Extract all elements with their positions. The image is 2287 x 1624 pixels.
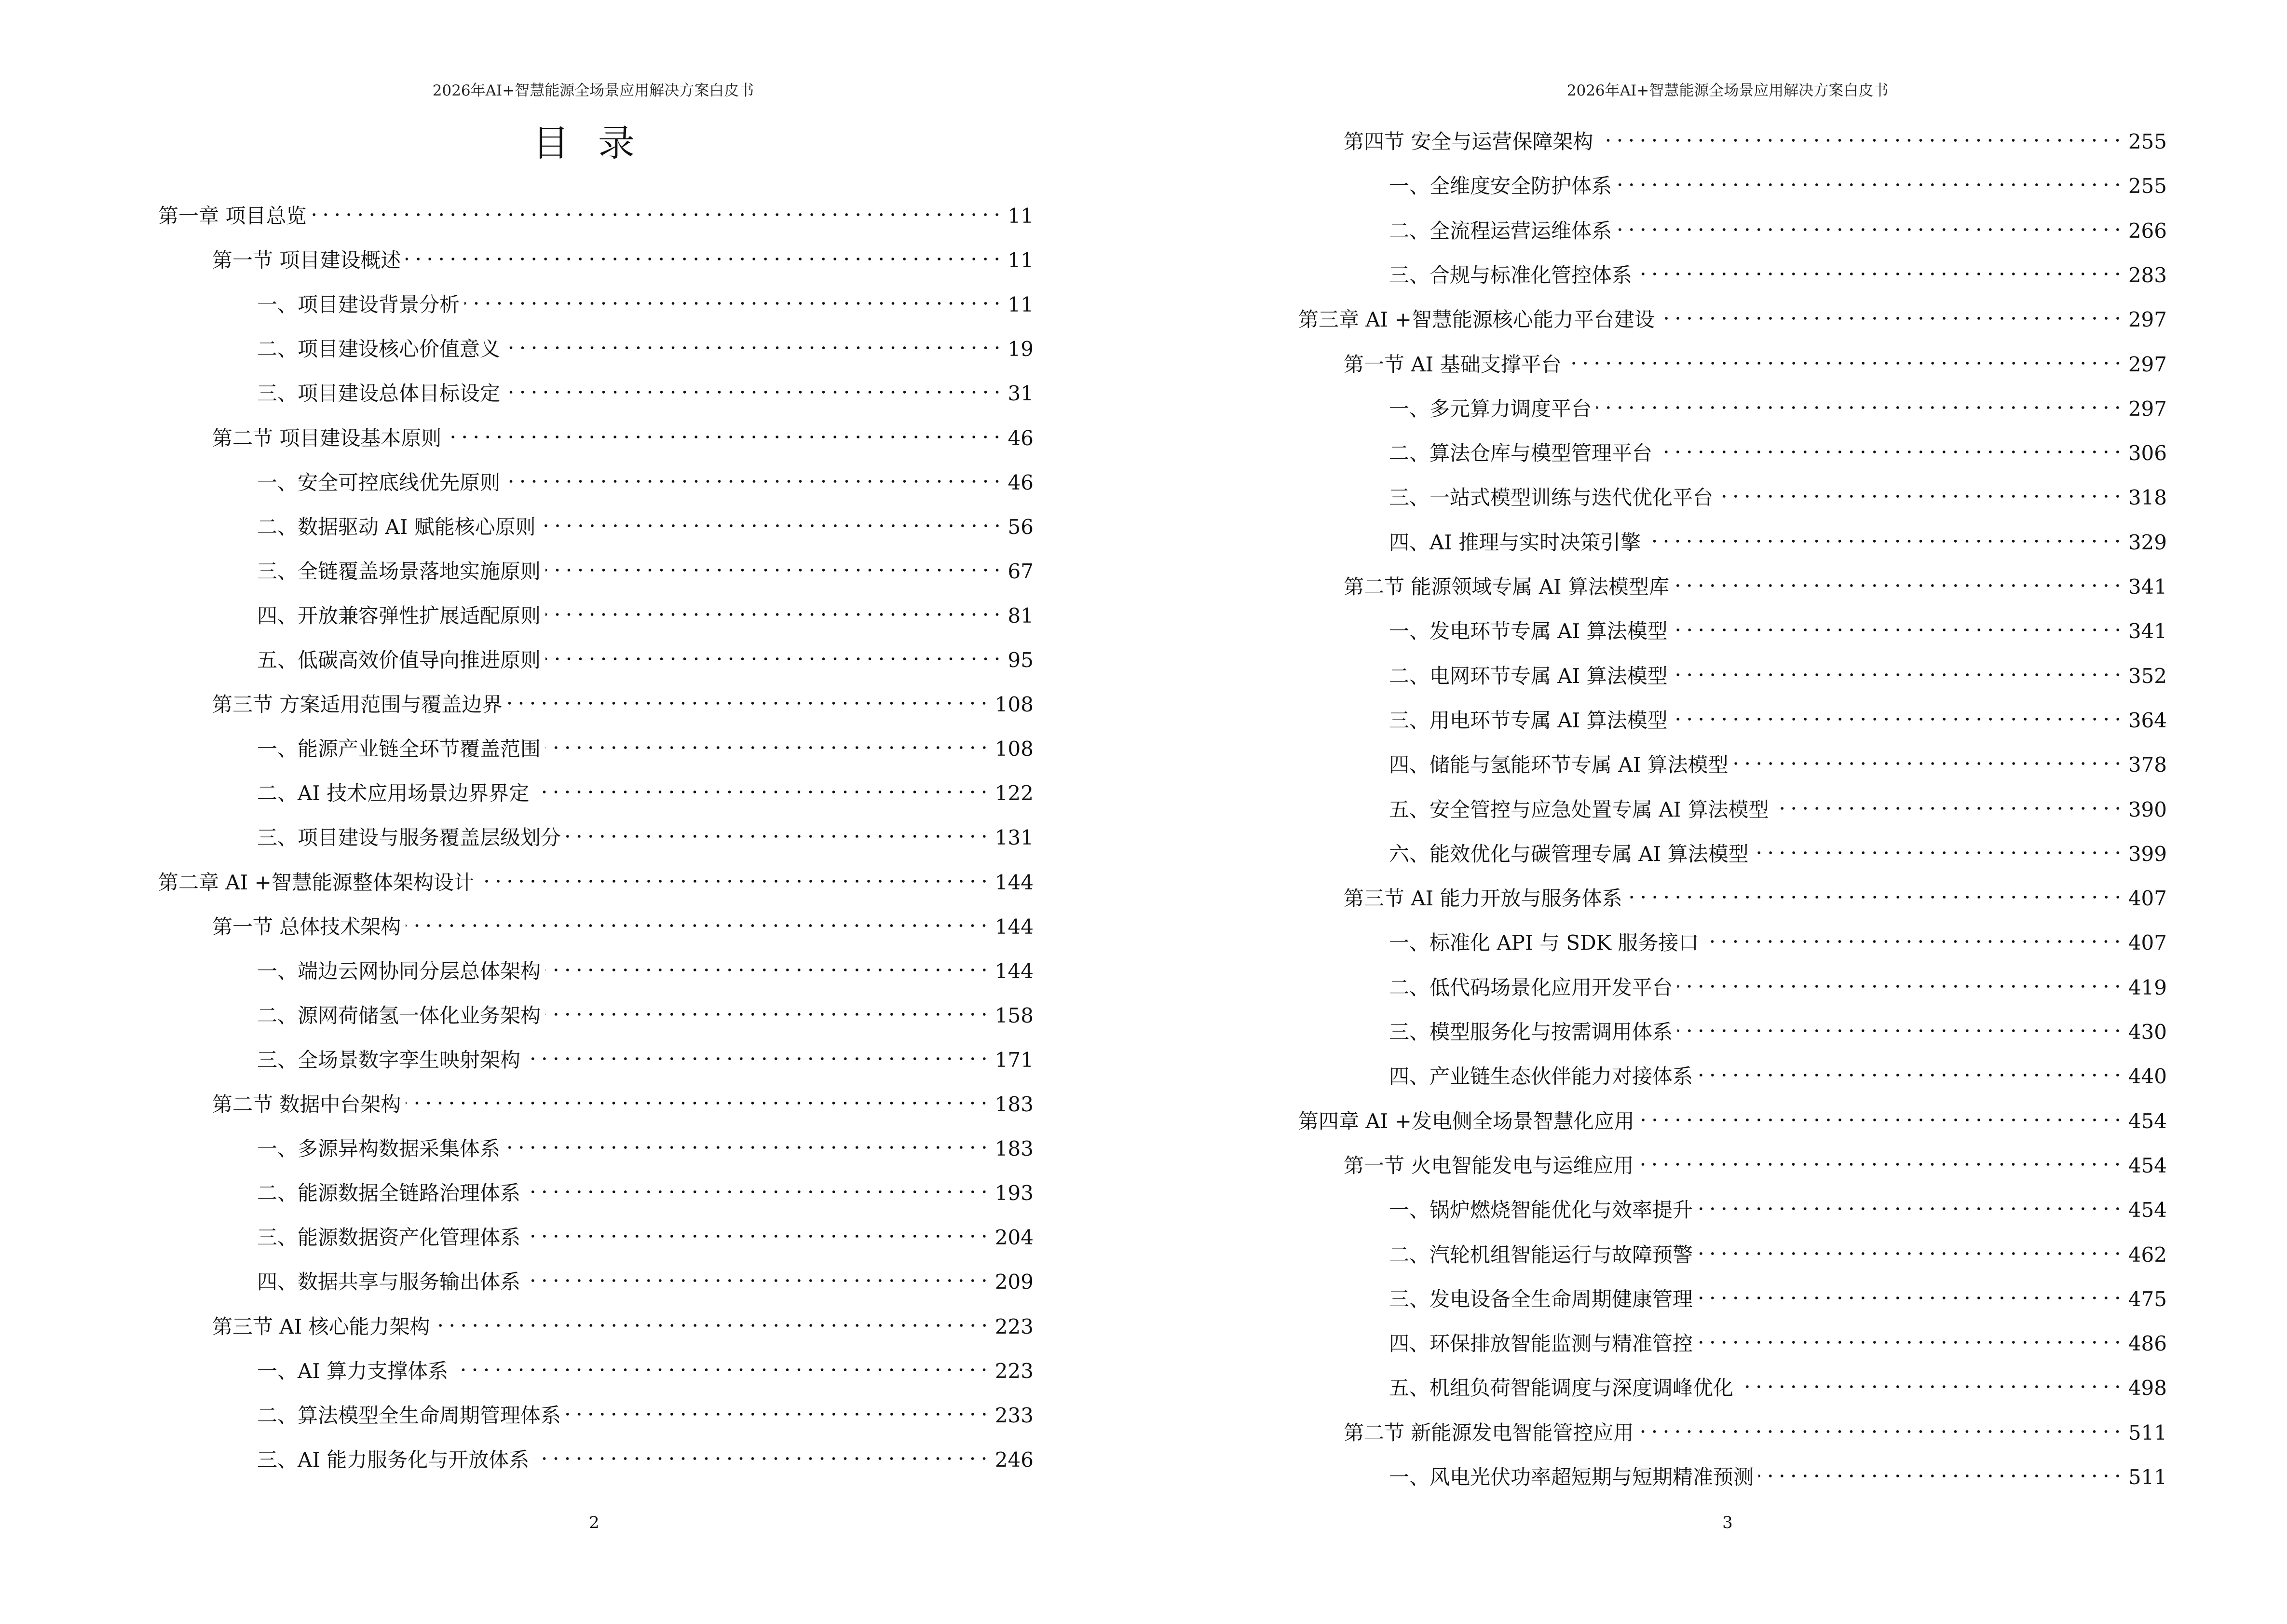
toc-subsection-entry[interactable]	[1389, 387, 2167, 421]
dot-leader	[1698, 1277, 2124, 1306]
dot-leader	[505, 1127, 990, 1156]
toc-entry-label: 三、项目建设与服务覆盖层级划分	[257, 826, 561, 850]
toc-subsection-entry[interactable]	[1389, 654, 2167, 688]
toc-entry-label: 第一节 总体技术架构	[212, 914, 401, 939]
toc-subsection-entry[interactable]	[257, 327, 1034, 361]
toc-entry-page-number: 419	[2128, 975, 2167, 999]
toc-subsection-entry[interactable]	[257, 816, 1034, 850]
toc-entry-label: 二、算法仓库与模型管理平台	[1389, 441, 1653, 465]
dot-leader	[446, 416, 1003, 445]
toc-entry-page-number: 246	[994, 1447, 1034, 1472]
dot-leader	[1673, 654, 2124, 683]
toc-entry-page-number: 297	[2128, 352, 2167, 376]
toc-entry-label: 四、开放兼容弹性扩展适配原则	[257, 603, 541, 628]
dot-leader	[541, 505, 1003, 534]
toc-entry-page-number: 364	[2128, 708, 2167, 732]
toc-subsection-entry[interactable]	[1389, 1188, 2167, 1222]
toc-subsection-entry[interactable]	[257, 1215, 1034, 1250]
toc-subsection-entry[interactable]	[257, 1349, 1034, 1383]
toc-entry-label: 第一节 项目建设概述	[212, 248, 401, 273]
toc-entry-page-number: 81	[1007, 603, 1034, 628]
page-number: 2	[589, 1513, 599, 1532]
toc-entry-page-number: 19	[1007, 337, 1034, 361]
toc-entry-label: 第一节 AI 基础支撑平台	[1344, 352, 1562, 376]
toc-entry-label: 五、低碳高效价值导向推进原则	[257, 648, 541, 672]
toc-subsection-entry[interactable]	[1389, 1455, 2167, 1489]
dot-leader	[545, 727, 990, 756]
toc-entry-page-number: 454	[2128, 1198, 2167, 1222]
dot-leader	[1637, 253, 2124, 282]
toc-subsection-entry[interactable]	[257, 949, 1034, 983]
dot-leader	[406, 1082, 990, 1111]
toc-entry-page-number: 486	[2128, 1332, 2167, 1356]
toc-subsection-entry[interactable]	[1389, 1322, 2167, 1356]
toc-entry-label: 二、AI 技术应用场景边界界定	[257, 781, 530, 805]
toc-subsection-entry[interactable]	[1389, 164, 2167, 198]
page-number: 3	[1722, 1513, 1733, 1532]
toc-entry-label: 第三章 AI +智慧能源核心能力平台建设	[1298, 308, 1655, 332]
toc-entry-page-number: 56	[1007, 515, 1034, 539]
dot-leader	[545, 594, 1003, 623]
toc-subsection-entry[interactable]	[257, 461, 1034, 494]
dot-leader	[435, 1305, 990, 1334]
toc-subsection-entry[interactable]	[1389, 1277, 2167, 1311]
dot-leader	[534, 771, 990, 800]
toc-entry-label: 一、标准化 API 与 SDK 服务接口	[1389, 931, 1699, 955]
toc-entry-label: 一、能源产业链全环节覆盖范围	[257, 737, 541, 761]
toc-subsection-entry[interactable]	[257, 1127, 1034, 1161]
toc-entry-page-number: 46	[1007, 426, 1034, 450]
toc-entry-label: 第一节 火电智能发电与运维应用	[1344, 1153, 1634, 1177]
toc-entry-page-number: 255	[2128, 174, 2167, 198]
toc-entry-label: 三、用电环节专属 AI 算法模型	[1389, 708, 1668, 732]
toc-subsection-entry[interactable]	[257, 1260, 1034, 1294]
toc-entry-page-number: 144	[994, 870, 1034, 894]
dot-leader	[545, 549, 1003, 578]
toc-entry-page-number: 352	[2128, 664, 2167, 688]
toc-entry-page-number: 171	[994, 1048, 1034, 1072]
toc-entry-label: 四、储能与氢能环节专属 AI 算法模型	[1389, 753, 1729, 777]
toc-entry-label: 一、多元算力调度平台	[1389, 396, 1592, 421]
toc-chapter-entry[interactable]	[1298, 298, 2167, 332]
dot-leader	[1660, 298, 2124, 327]
toc-entry-page-number: 131	[994, 826, 1034, 850]
toc-entry-page-number: 223	[994, 1359, 1034, 1383]
toc-entry-label: 第四节 安全与运营保障架构	[1344, 130, 1593, 153]
toc-section-entry[interactable]	[1344, 565, 2167, 599]
toc-subsection-entry[interactable]	[1389, 609, 2167, 643]
dot-leader	[1617, 209, 2124, 238]
toc-entry-page-number: 46	[1007, 470, 1034, 494]
toc-entry-label: 二、电网环节专属 AI 算法模型	[1389, 664, 1668, 688]
dot-leader	[1639, 1099, 2124, 1128]
toc-section-entry[interactable]	[1344, 342, 2167, 376]
toc-section-entry[interactable]	[212, 1082, 1034, 1116]
toc-section-entry[interactable]	[212, 416, 1034, 450]
toc-entry-page-number: 11	[1007, 293, 1034, 317]
dot-leader	[566, 1393, 990, 1422]
toc-section-entry[interactable]	[212, 905, 1034, 939]
toc-entry-label: 三、全场景数字孪生映射架构	[257, 1048, 521, 1072]
toc-entry-label: 一、安全可控底线优先原则	[257, 470, 501, 494]
toc-entry-label: 一、全维度安全防护体系	[1389, 174, 1612, 198]
toc-entry-page-number: 378	[2128, 753, 2167, 777]
dot-leader	[505, 327, 1003, 356]
dot-leader	[525, 1171, 990, 1200]
toc-subsection-entry[interactable]	[257, 994, 1034, 1027]
toc-entry-page-number: 407	[2128, 887, 2167, 911]
toc-subsection-entry[interactable]	[1389, 520, 2167, 554]
toc-subsection-entry[interactable]	[1389, 743, 2167, 777]
dot-leader	[505, 371, 1003, 400]
toc-subsection-entry[interactable]	[1389, 698, 2167, 732]
toc-entry-label: 三、模型服务化与按需调用体系	[1389, 1020, 1673, 1044]
toc-entry-page-number: 454	[2128, 1153, 2167, 1177]
dot-leader	[1646, 520, 2124, 549]
dot-leader	[525, 1260, 990, 1289]
dot-leader	[1566, 342, 2124, 371]
toc-entry-label: 一、锅炉燃烧智能优化与效率提升	[1389, 1198, 1693, 1222]
toc-entry-page-number: 158	[994, 1003, 1034, 1027]
toc-section-entry[interactable]	[1344, 1144, 2167, 1177]
toc-entry-label: 三、一站式模型训练与迭代优化平台	[1389, 486, 1714, 510]
toc-entry-page-number: 440	[2128, 1064, 2167, 1089]
running-header: 2026年AI+智慧能源全场景应用解决方案白皮书	[1566, 82, 1889, 99]
toc-entry-page-number: 297	[2128, 308, 2167, 332]
toc-entry-page-number: 407	[2128, 931, 2167, 955]
toc-subsection-entry[interactable]	[257, 727, 1034, 761]
dot-leader	[1596, 387, 2124, 416]
toc-subsection-entry[interactable]	[1389, 476, 2167, 510]
dot-leader	[1673, 609, 2124, 638]
toc-chapter-entry[interactable]	[158, 860, 1034, 894]
toc-entry-page-number: 266	[2128, 218, 2167, 243]
toc-entry-label: 二、数据驱动 AI 赋能核心原则	[257, 515, 536, 539]
dot-leader	[406, 905, 990, 934]
toc-entry-label: 四、AI 推理与实时决策引擎	[1389, 530, 1641, 554]
toc-entry-label: 五、机组负荷智能调度与深度调峰优化	[1389, 1376, 1734, 1400]
toc-entry-page-number: 255	[2128, 130, 2167, 153]
toc-subsection-entry[interactable]	[257, 771, 1034, 805]
toc-section-entry[interactable]	[212, 1305, 1034, 1338]
dot-leader	[1774, 788, 2124, 817]
toc-entry-label: 四、环保排放智能监测与精准管控	[1389, 1332, 1693, 1356]
toc-entry-label: 第二节 数据中台架构	[212, 1092, 401, 1116]
dot-leader	[505, 461, 1003, 490]
toc-chapter-entry[interactable]	[158, 194, 1034, 228]
toc-entry-label: 第三节 AI 能力开放与服务体系	[1344, 887, 1622, 911]
toc-entry-page-number: 193	[994, 1181, 1034, 1205]
toc-title: 目录	[532, 122, 664, 164]
dot-leader	[1657, 431, 2124, 460]
toc-subsection-entry[interactable]	[257, 638, 1034, 672]
toc-entry-label: 二、低代码场景化应用开发平台	[1389, 975, 1673, 999]
toc-entry-label: 一、AI 算力支撑体系	[257, 1359, 449, 1383]
toc-entry-page-number: 204	[994, 1226, 1034, 1250]
toc-subsection-entry[interactable]	[1389, 966, 2167, 999]
toc-subsection-entry[interactable]	[1389, 1366, 2167, 1400]
toc-section-entry[interactable]	[1344, 876, 2167, 911]
toc-subsection-entry[interactable]	[257, 1171, 1034, 1205]
toc-entry-page-number: 144	[994, 914, 1034, 939]
toc-entry-page-number: 31	[1007, 382, 1034, 406]
toc-entry-label: 第三节 AI 核心能力架构	[212, 1314, 430, 1338]
toc-entry-label: 四、数据共享与服务输出体系	[257, 1270, 521, 1294]
toc-chapter-entry[interactable]	[1298, 1099, 2167, 1133]
dot-leader	[1673, 698, 2124, 727]
toc-entry-page-number: 122	[994, 781, 1034, 805]
toc-entry-page-number: 329	[2128, 530, 2167, 554]
dot-leader	[1758, 1455, 2124, 1484]
toc-entry-label: 一、端边云网协同分层总体架构	[257, 959, 541, 983]
dot-leader	[525, 1215, 990, 1244]
toc-entry-label: 第四章 AI +发电侧全场景智慧化应用	[1298, 1109, 1634, 1133]
toc-entry-label: 一、多源异构数据采集体系	[257, 1137, 501, 1161]
toc-entry-page-number: 297	[2128, 396, 2167, 421]
toc-entry-label: 第二章 AI +智慧能源整体架构设计	[158, 870, 474, 894]
dot-leader	[1638, 1144, 2123, 1173]
toc-entry-page-number: 223	[994, 1314, 1034, 1338]
toc-entry-page-number: 233	[994, 1403, 1034, 1427]
toc-entry-label: 四、产业链生态伙伴能力对接体系	[1389, 1064, 1693, 1089]
dot-leader	[1674, 565, 2124, 594]
toc-entry-label: 五、安全管控与应急处置专属 AI 算法模型	[1389, 797, 1769, 821]
toc-entry-page-number: 511	[2128, 1420, 2167, 1445]
toc-entry-page-number: 11	[1007, 204, 1034, 228]
toc-entry-page-number: 454	[2128, 1109, 2167, 1133]
toc-section-entry[interactable]	[212, 682, 1034, 717]
toc-entry-label: 六、能效优化与碳管理专属 AI 算法模型	[1389, 842, 1749, 866]
toc-subsection-entry[interactable]	[257, 1038, 1034, 1072]
toc-subsection-entry[interactable]	[257, 594, 1034, 628]
dot-leader	[1754, 832, 2124, 861]
dot-leader	[1698, 1054, 2124, 1083]
toc-entry-page-number: 498	[2128, 1376, 2167, 1400]
dot-leader	[1718, 476, 2124, 505]
toc-entry-page-number: 341	[2128, 575, 2167, 599]
toc-subsection-entry[interactable]	[1389, 431, 2167, 465]
toc-entry-label: 三、项目建设总体目标设定	[257, 382, 501, 406]
toc-entry-label: 第二节 能源领域专属 AI 算法模型库	[1344, 575, 1669, 599]
dot-leader	[545, 949, 990, 978]
toc-entry-page-number: 144	[994, 959, 1034, 983]
toc-subsection-entry[interactable]	[1389, 921, 2167, 955]
toc-subsection-entry[interactable]	[257, 505, 1034, 539]
toc-entry-page-number: 183	[994, 1137, 1034, 1161]
toc-subsection-entry[interactable]	[1389, 832, 2167, 866]
toc-entry-page-number: 511	[2128, 1465, 2167, 1489]
toc-entry-label: 三、合规与标准化管控体系	[1389, 263, 1633, 287]
dot-leader	[1677, 1010, 2124, 1039]
toc-section-entry[interactable]	[1344, 120, 2167, 153]
toc-entry-page-number: 11	[1007, 248, 1034, 273]
dot-leader	[534, 1438, 990, 1467]
dot-leader	[1598, 120, 2123, 149]
toc-entry-label: 三、能源数据资产化管理体系	[257, 1226, 521, 1250]
running-header: 2026年AI+智慧能源全场景应用解决方案白皮书	[432, 82, 754, 99]
toc-entry-label: 一、风电光伏功率超短期与短期精准预测	[1389, 1465, 1754, 1489]
toc-subsection-entry[interactable]	[257, 1438, 1034, 1472]
dot-leader	[1698, 1322, 2124, 1351]
toc-entry-label: 二、算法模型全生命周期管理体系	[257, 1403, 561, 1427]
toc-entry-page-number: 95	[1007, 648, 1034, 672]
dot-leader	[311, 194, 1003, 223]
dot-leader	[479, 860, 990, 889]
toc-section-entry[interactable]	[1344, 1411, 2167, 1445]
toc-entry-label: 二、源网荷储氢一体化业务架构	[257, 1003, 541, 1027]
toc-entry-page-number: 318	[2128, 486, 2167, 510]
toc-subsection-entry[interactable]	[257, 1393, 1034, 1427]
dot-leader	[406, 238, 1003, 267]
toc-entry-label: 第二节 新能源发电智能管控应用	[1344, 1420, 1634, 1445]
toc-subsection-entry[interactable]	[257, 371, 1034, 406]
toc-entry-page-number: 390	[2128, 797, 2167, 821]
toc-entry-page-number: 283	[2128, 263, 2167, 287]
toc-entry-label: 二、汽轮机组智能运行与故障预警	[1389, 1242, 1693, 1267]
toc-entry-page-number: 209	[994, 1270, 1034, 1294]
dot-leader	[545, 994, 990, 1023]
dot-leader	[1677, 966, 2124, 995]
toc-entry-page-number: 399	[2128, 842, 2167, 866]
toc-entry-label: 第一章 项目总览	[158, 204, 307, 228]
toc-entry-label: 二、项目建设核心价值意义	[257, 337, 501, 361]
dot-leader	[1738, 1366, 2124, 1395]
dot-leader	[1627, 876, 2124, 905]
toc-entry-label: 三、AI 能力服务化与开放体系	[257, 1447, 530, 1472]
toc-entry-label: 三、发电设备全生命周期健康管理	[1389, 1287, 1693, 1311]
toc-entry-label: 一、项目建设背景分析	[257, 293, 460, 317]
toc-entry-label: 第二节 项目建设基本原则	[212, 426, 442, 450]
toc-entry-label: 三、全链覆盖场景落地实施原则	[257, 559, 541, 583]
toc-entry-label: 一、发电环节专属 AI 算法模型	[1389, 619, 1668, 643]
dot-leader	[545, 638, 1003, 667]
toc-subsection-entry[interactable]	[257, 549, 1034, 583]
dot-leader	[1733, 743, 2124, 772]
toc-subsection-entry[interactable]	[1389, 253, 2167, 287]
dot-leader	[566, 816, 990, 845]
dot-leader	[1698, 1188, 2124, 1217]
dot-leader	[453, 1349, 990, 1378]
toc-entry-page-number: 430	[2128, 1020, 2167, 1044]
toc-entry-page-number: 306	[2128, 441, 2167, 465]
toc-entry-page-number: 67	[1007, 559, 1034, 583]
dot-leader	[1703, 921, 2123, 950]
toc-subsection-entry[interactable]	[1389, 788, 2167, 821]
toc-entry-label: 第三节 方案适用范围与覆盖边界	[212, 693, 503, 717]
dot-leader	[1617, 164, 2124, 193]
toc-entry-label: 二、能源数据全链路治理体系	[257, 1181, 521, 1205]
toc-entry-page-number: 341	[2128, 619, 2167, 643]
dot-leader	[507, 682, 990, 711]
toc-entry-page-number: 183	[994, 1092, 1034, 1116]
page-3	[1144, 0, 2287, 1624]
toc-entry-page-number: 108	[994, 693, 1034, 717]
toc-entry-page-number: 108	[994, 737, 1034, 761]
toc-subsection-entry[interactable]	[1389, 1054, 2167, 1089]
dot-leader	[1638, 1411, 2123, 1440]
toc-subsection-entry[interactable]	[1389, 1010, 2167, 1044]
dot-leader	[1698, 1233, 2124, 1262]
dot-leader	[464, 283, 1003, 312]
toc-subsection-entry[interactable]	[1389, 1233, 2167, 1267]
toc-entry-page-number: 475	[2128, 1287, 2167, 1311]
toc-subsection-entry[interactable]	[257, 283, 1034, 317]
toc-entry-page-number: 462	[2128, 1242, 2167, 1267]
toc-subsection-entry[interactable]	[1389, 209, 2167, 243]
toc-section-entry[interactable]	[212, 238, 1034, 273]
dot-leader	[525, 1038, 990, 1067]
toc-entry-label: 二、全流程运营运维体系	[1389, 218, 1612, 243]
